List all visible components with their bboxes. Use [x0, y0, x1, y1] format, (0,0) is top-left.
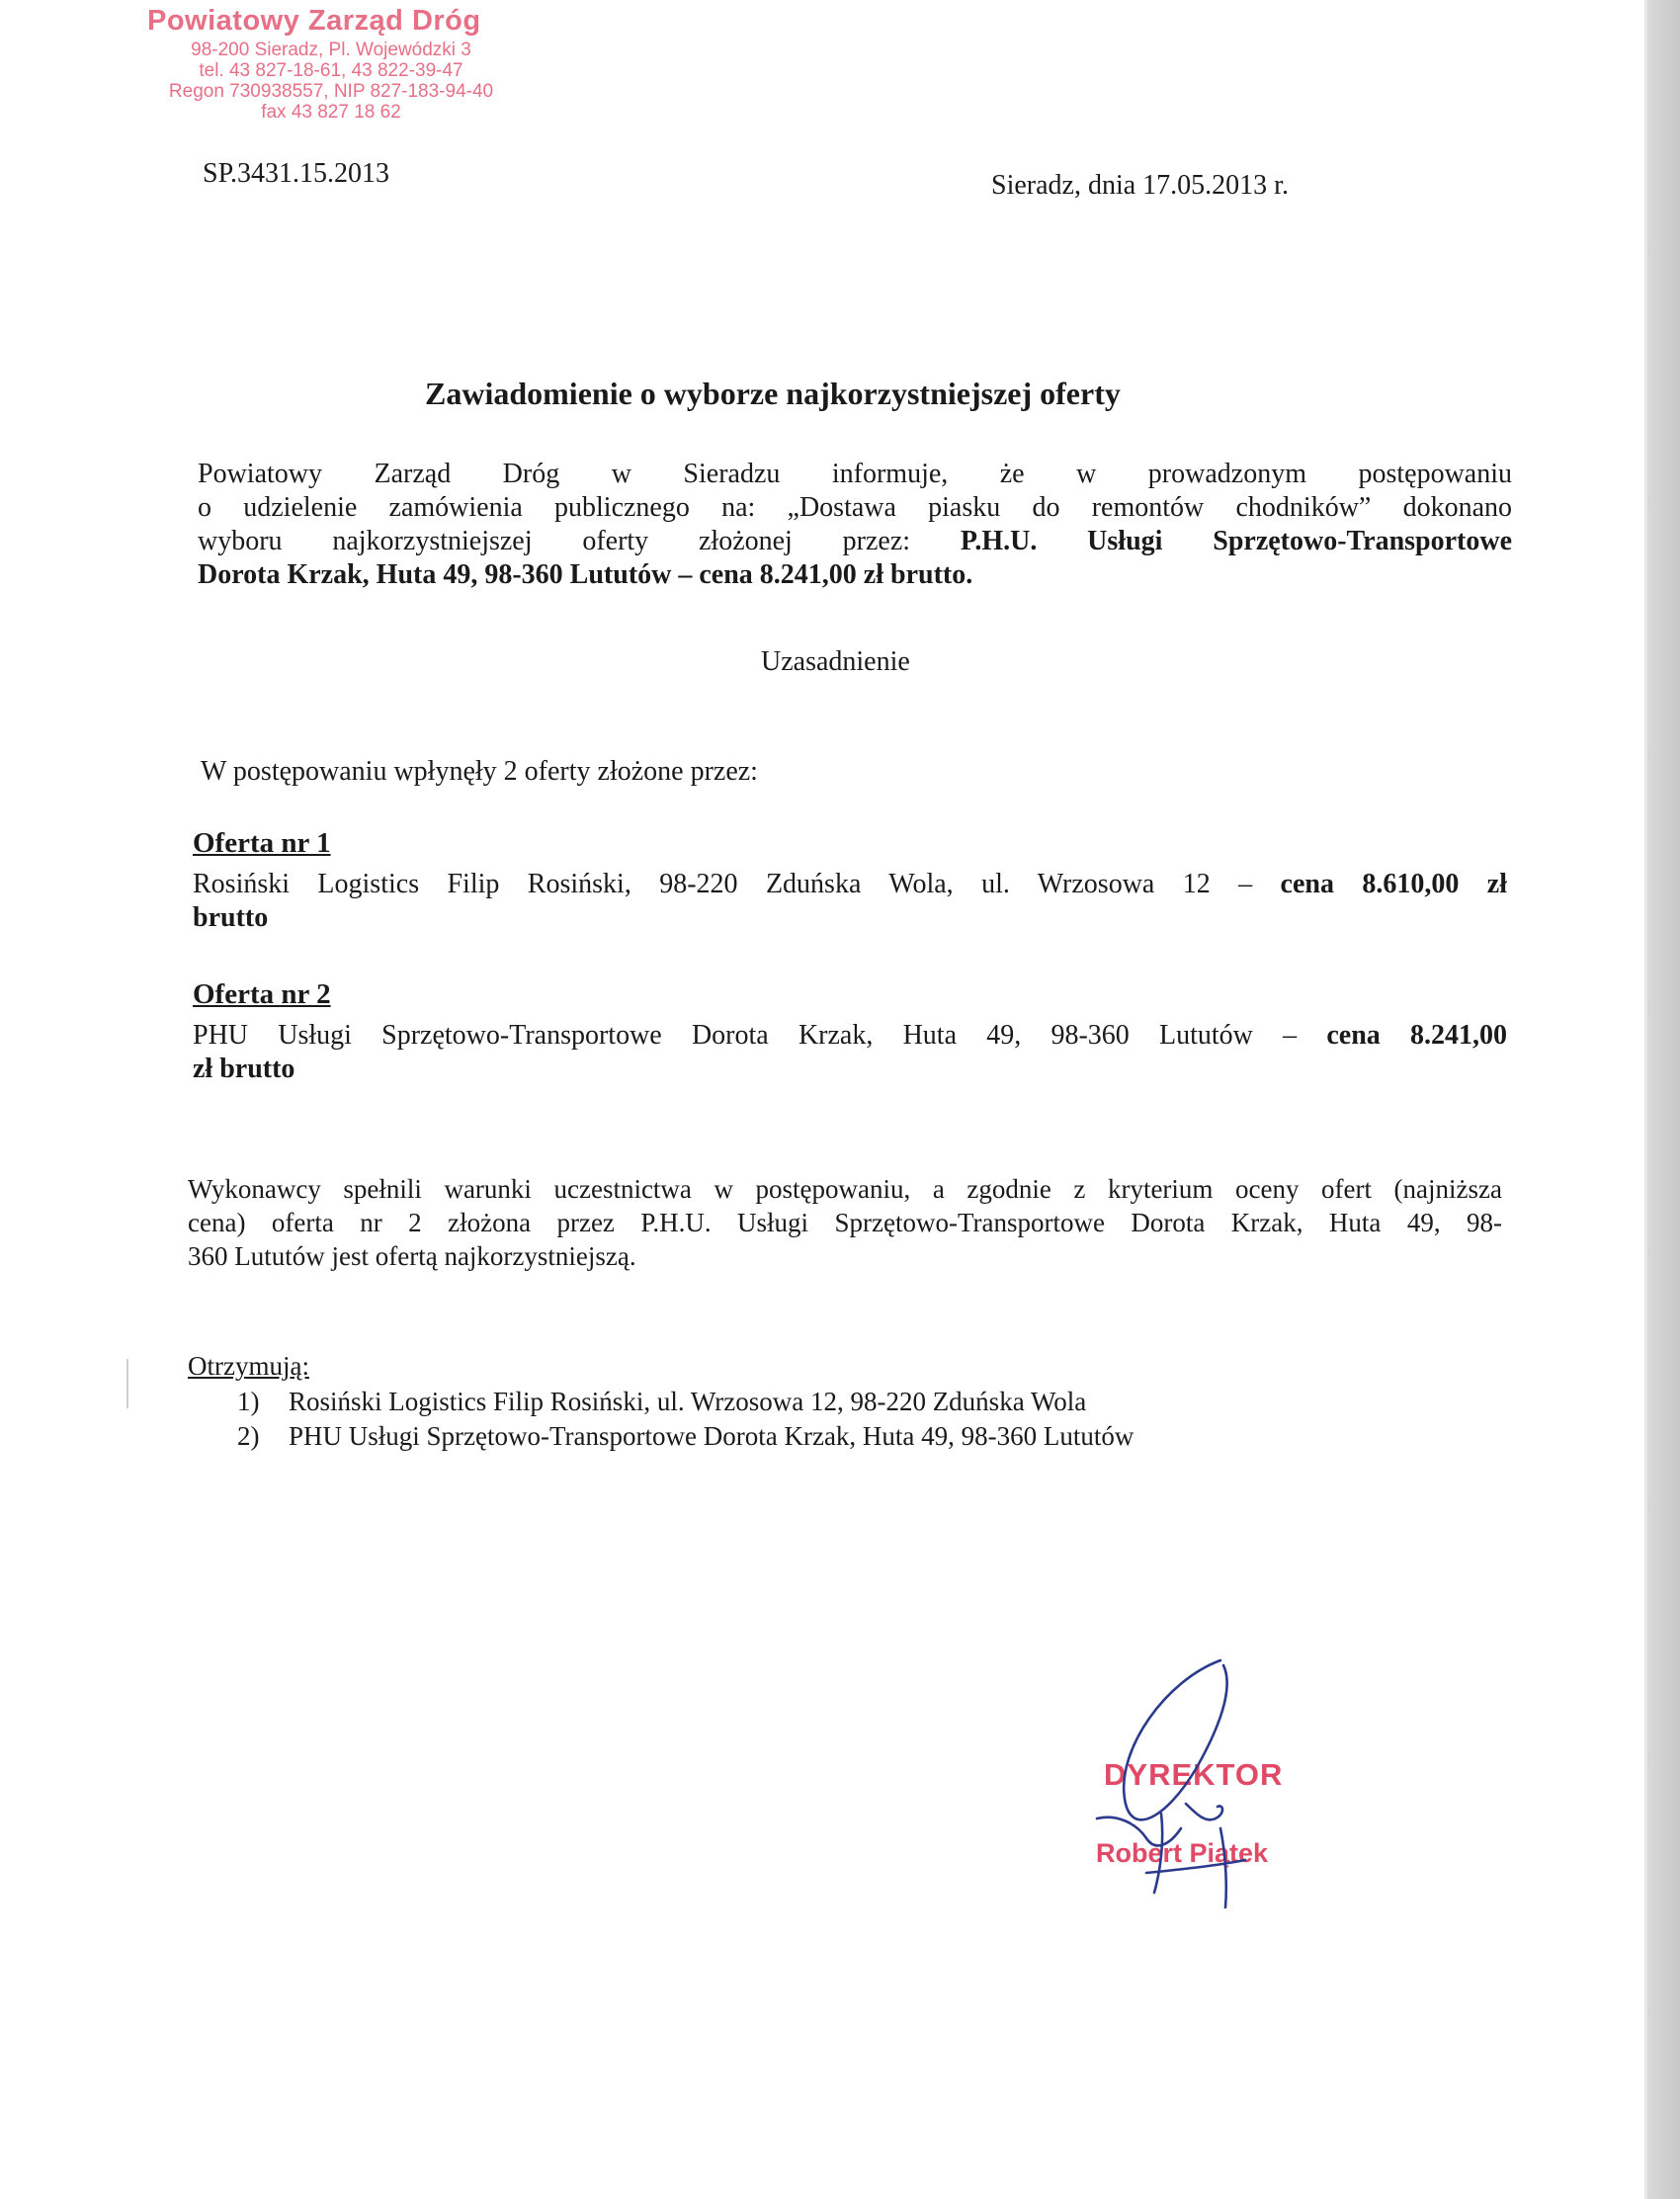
- offer-2-price-suffix: zł brutto: [193, 1054, 295, 1084]
- intro-winner-name: P.H.U. Usługi Sprzętowo-Transportowe: [960, 526, 1513, 556]
- handwritten-signature: [1048, 1641, 1304, 1917]
- intro-line-1: Powiatowy Zarząd Dróg w Sieradzu informuje, że w prowadzonym postępowaniu: [198, 459, 1512, 489]
- intro-winner-details: Dorota Krzak, Huta 49, 98-360 Lututów – cena 8.241,00 zł brutto.: [198, 559, 973, 590]
- offer-2-bidder: PHU Usługi Sprzętowo-Transportowe Dorota Krzak, Huta 49, 98-360 Lututów –: [193, 1020, 1327, 1051]
- stamp-phone: tel. 43 827-18-61, 43 822-39-47: [199, 60, 463, 81]
- recipient-number: 2): [237, 1421, 260, 1451]
- intro-paragraph: [198, 458, 1512, 592]
- director-stamp-title: DYREKTOR: [1104, 1757, 1284, 1792]
- conclusion-line-3: 360 Lututów jest ofertą najkorzystniejszą.: [188, 1241, 636, 1271]
- offer-1-body: [193, 868, 1507, 935]
- stamp-regon-nip: Regon 730938557, NIP 827-183-94-40: [168, 81, 494, 102]
- reference-number: SP.3431.15.2013: [203, 158, 390, 189]
- offers-received-text: W postępowaniu wpłynęły 2 oferty złożone przez:: [201, 756, 758, 787]
- recipients-heading: Otrzymują:: [188, 1351, 309, 1381]
- recipient-item: [237, 1387, 1086, 1417]
- document-title: Zawiadomienie o wyborze najkorzystniejszej oferty: [425, 376, 1121, 411]
- director-stamp-name: Robert Piątek: [1096, 1838, 1269, 1868]
- scan-edge: [1647, 0, 1680, 2199]
- offer-1-price: cena 8.610,00 zł: [1280, 869, 1507, 899]
- stamp-address: 98-200 Sieradz, Pl. Wojewódzki 3: [191, 40, 471, 60]
- recipient-text: Rosiński Logistics Filip Rosiński, ul. Wrzosowa 12, 98-220 Zduńska Wola: [289, 1387, 1087, 1416]
- justification-heading: Uzasadnienie: [761, 646, 910, 677]
- offer-1-line-1: [193, 868, 1507, 901]
- scan-margin-mark: [126, 1359, 128, 1408]
- stamp-title: Powiatowy Zarząd Dróg: [147, 5, 481, 37]
- offer-1-price-suffix: brutto: [193, 902, 269, 933]
- conclusion-line-1: Wykonawcy spełnili warunki uczestnictwa w postępowaniu, a zgodnie z kryterium oceny ofert (najniższa: [188, 1174, 1502, 1204]
- place-date: Sieradz, dnia 17.05.2013 r.: [991, 170, 1289, 201]
- recipient-text: PHU Usługi Sprzętowo-Transportowe Dorota Krzak, Huta 49, 98-360 Lututów: [289, 1421, 1134, 1451]
- offer-2-body: [193, 1019, 1507, 1086]
- intro-line-3-normal: wyboru najkorzystniejszej oferty złożonej przez:: [198, 526, 961, 556]
- intro-line-3: [198, 525, 1512, 558]
- offer-1-heading: Oferta nr 1: [193, 827, 331, 859]
- office-stamp: [143, 2, 519, 123]
- offer-2-heading: Oferta nr 2: [193, 978, 331, 1010]
- recipient-item: [237, 1421, 1134, 1452]
- conclusion-line-2: cena) oferta nr 2 złożona przez P.H.U. Usługi Sprzętowo-Transportowe Dorota Krzak, Huta 49, 98-: [188, 1208, 1502, 1237]
- intro-line-2: o udzielenie zamówienia publicznego na: „Dostawa piasku do remontów chodników” dokonano: [198, 492, 1512, 523]
- recipient-number: 1): [237, 1387, 260, 1416]
- offer-2-price: cena 8.241,00: [1326, 1020, 1507, 1051]
- stamp-fax: fax 43 827 18 62: [261, 102, 401, 123]
- offer-1-bidder: Rosiński Logistics Filip Rosiński, 98-220 Zduńska Wola, ul. Wrzosowa 12 –: [193, 869, 1281, 899]
- conclusion-paragraph: [188, 1172, 1502, 1273]
- offer-2-line-1: [193, 1019, 1507, 1053]
